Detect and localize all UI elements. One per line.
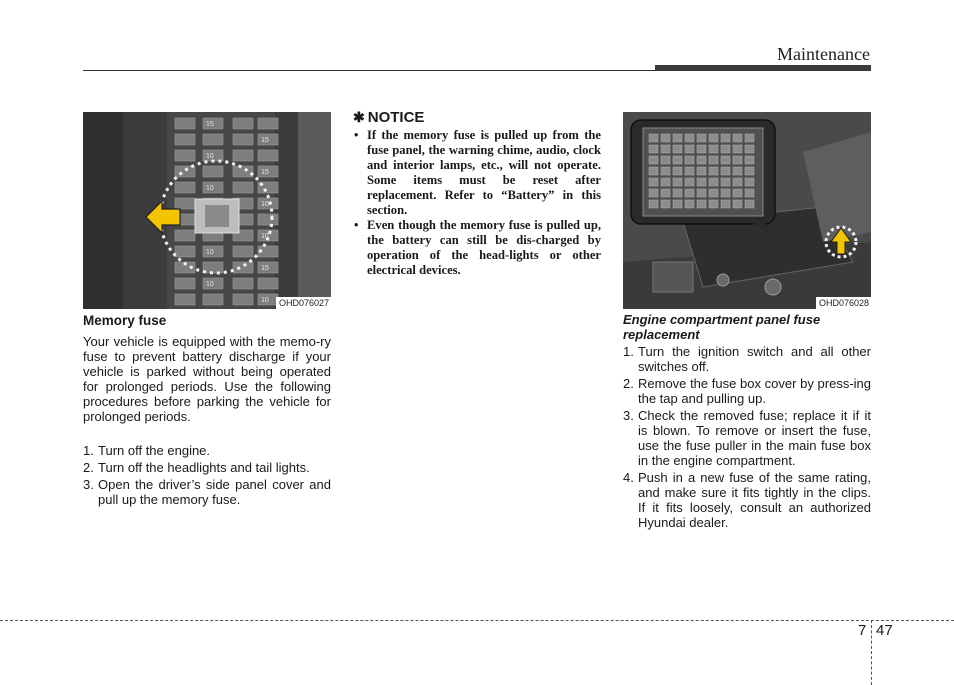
fuse-slot <box>649 156 658 164</box>
fuse-slot <box>203 134 223 145</box>
fuse-slot <box>673 156 682 164</box>
figure-code: OHD076028 <box>816 297 871 309</box>
fuse-slot <box>697 167 706 175</box>
header-rule <box>83 70 655 71</box>
fuse-panel-illustration <box>83 112 331 309</box>
fuse-slot <box>649 200 658 208</box>
fuse-slot <box>745 134 754 142</box>
notice-box <box>353 110 601 278</box>
fuse-rating-label: 10 <box>261 201 269 208</box>
footer-divider <box>0 620 954 621</box>
memory-fuse-paragraph: Your vehicle is equipped with the memo-ry fuse to prevent battery discharge if your vehicle is parked without being operated for prolonged periods. Use the following procedures before parking the vehicle for prolonged periods. <box>83 334 331 424</box>
engine-compartment-figure <box>623 112 871 309</box>
fuse-slot <box>745 167 754 175</box>
fuse-slot <box>733 156 742 164</box>
fuse-slot <box>649 189 658 197</box>
fuse-slot <box>709 167 718 175</box>
fuse-slot <box>649 145 658 153</box>
fuse-rating-label: 10 <box>206 153 214 160</box>
memory-fuse-heading: Memory fuse <box>83 313 167 328</box>
fuse-slot <box>175 150 195 161</box>
notice-heading <box>353 110 601 125</box>
fuse-slot <box>685 167 694 175</box>
fuse-slot <box>673 145 682 153</box>
fuse-slot <box>685 134 694 142</box>
fuse-slot <box>709 189 718 197</box>
fuse-slot <box>733 200 742 208</box>
fuse-slot <box>203 294 223 305</box>
fuse-slot <box>733 167 742 175</box>
notice-bullets <box>353 128 601 278</box>
right-column <box>623 312 871 532</box>
fuse-slot <box>733 134 742 142</box>
fuse-slot <box>661 167 670 175</box>
list-item: 2. Turn off the headlights and tail lights. <box>83 460 310 475</box>
fuse-slot <box>258 150 278 161</box>
fuse-rating-label: 15 <box>261 265 269 272</box>
fuse-slot <box>685 156 694 164</box>
fuse-slot <box>685 200 694 208</box>
fuse-slot <box>258 214 278 225</box>
memory-fuse-steps <box>83 443 331 507</box>
fuse-slot <box>233 294 253 305</box>
fuse-slot <box>661 134 670 142</box>
fuse-slot <box>733 178 742 186</box>
fuse-slot <box>721 145 730 153</box>
fuse-slot <box>685 189 694 197</box>
fuse-rating-label: 15 <box>261 169 269 176</box>
fuse-slot <box>175 198 195 209</box>
memory-fuse-figure <box>83 112 331 309</box>
fuse-slot <box>709 200 718 208</box>
fuse-slot <box>721 178 730 186</box>
fuse-slot <box>203 262 223 273</box>
fuse-slot <box>175 230 195 241</box>
figure-code: OHD076027 <box>276 297 331 309</box>
notice-title: NOTICE <box>367 109 425 126</box>
fuse-slot <box>721 156 730 164</box>
list-item: 1. Turn off the engine. <box>83 443 211 458</box>
fuse-slot <box>697 200 706 208</box>
fuse-slot <box>258 118 278 129</box>
fuse-slot <box>709 178 718 186</box>
asterisk-icon: ✱ <box>353 109 365 125</box>
fuse-slot <box>745 156 754 164</box>
fuse-slot <box>697 189 706 197</box>
fuse-slot <box>175 246 195 257</box>
fuse-rating-label: 10 <box>261 297 269 304</box>
engine-fuse-box-illustration <box>623 112 871 309</box>
fuse-rating-label: 15 <box>206 121 214 128</box>
fuse-slot <box>661 189 670 197</box>
fuse-slot <box>673 134 682 142</box>
fuse-slot <box>685 145 694 153</box>
fuse-slot <box>721 189 730 197</box>
list-item: • If the memory fuse is pulled up from the fuse panel, the warning chime, audio, clock and interior lamps, etc., will not operate. Some items must be reset after replacement. Refer to “Battery” in this section. <box>354 128 601 217</box>
list-item: 3. Open the driver’s side panel cover and pull up the memory fuse. <box>83 477 331 507</box>
section-title: Maintenance <box>777 44 870 64</box>
fuse-rating-label: 15 <box>261 137 269 144</box>
fuse-slot <box>745 189 754 197</box>
list-item: • Even though the memory fuse is pulled up, the battery can still be dis-charged by operation of the head-lights or other electrical devices. <box>354 218 601 277</box>
fuse-rating-label: 10 <box>206 185 214 192</box>
fuse-slot <box>697 134 706 142</box>
fuse-slot <box>175 118 195 129</box>
fuse-slot <box>203 166 223 177</box>
fuse-slot <box>709 156 718 164</box>
fuse-slot <box>233 262 253 273</box>
fuse-slot <box>745 145 754 153</box>
fuse-rating-label: 10 <box>206 249 214 256</box>
fuse-slot <box>649 134 658 142</box>
fuse-slot <box>649 178 658 186</box>
fuse-slot <box>175 134 195 145</box>
list-item: 2. Remove the fuse box cover by press-ing the tap and pulling up. <box>623 376 871 406</box>
fuse-slot <box>709 145 718 153</box>
fuse-slot <box>233 278 253 289</box>
left-column <box>83 313 331 509</box>
fuse-slot <box>733 145 742 153</box>
fuse-slot <box>258 278 278 289</box>
fuse-slot <box>233 166 253 177</box>
fuse-slot <box>661 178 670 186</box>
fuse-slot <box>697 145 706 153</box>
fuse-slot <box>175 182 195 193</box>
fuse-slot <box>709 134 718 142</box>
fuse-slot <box>649 167 658 175</box>
fuse-slot <box>673 200 682 208</box>
header-bar <box>655 65 871 71</box>
footer-vertical-divider <box>871 620 872 685</box>
fuse-slot <box>233 134 253 145</box>
section-number: 7 <box>858 622 867 639</box>
engine-fuse-steps <box>623 344 871 530</box>
fuse-slot <box>661 200 670 208</box>
fuse-slot <box>733 189 742 197</box>
fuse-slot <box>673 189 682 197</box>
fuse-slot <box>661 145 670 153</box>
fuse-slot <box>721 134 730 142</box>
list-item: 1. Turn the ignition switch and all other switches off. <box>623 344 871 374</box>
fuse-slot <box>233 246 253 257</box>
fuse-slot <box>745 178 754 186</box>
fuse-slot <box>233 118 253 129</box>
fuse-rating-label: 10 <box>261 233 269 240</box>
fuse-slot <box>721 167 730 175</box>
fuse-slot <box>661 156 670 164</box>
fuse-slot <box>697 156 706 164</box>
fuse-slot <box>175 278 195 289</box>
list-item: 3. Check the removed fuse; replace it if it is blown. To remove or insert the fuse, use the fuse puller in the main fuse box in the engine compartment. <box>623 408 871 468</box>
fuse-rating-label: 10 <box>206 281 214 288</box>
list-item: 4. Push in a new fuse of the same rating, and make sure it fits tightly in the clips. If it fits loosely, consult an authorized Hyundai dealer. <box>623 470 871 530</box>
fuse-slot <box>175 294 195 305</box>
fuse-slot <box>673 167 682 175</box>
figure-caption: Engine compartment panel fuse replacement <box>623 312 821 342</box>
fuse-slot <box>233 182 253 193</box>
fuse-slot <box>745 200 754 208</box>
page-number: 47 <box>876 622 893 639</box>
fuse-slot <box>721 200 730 208</box>
fuse-slot <box>697 178 706 186</box>
fuse-slot <box>233 150 253 161</box>
fuse-slot <box>685 178 694 186</box>
fuse-slot <box>673 178 682 186</box>
